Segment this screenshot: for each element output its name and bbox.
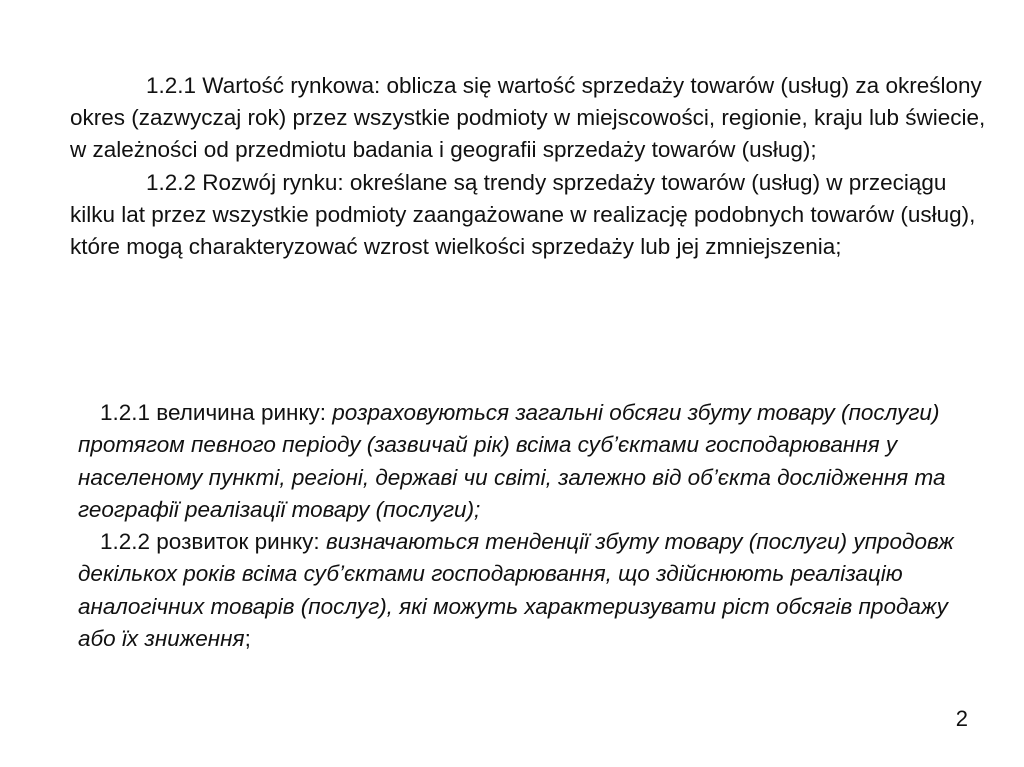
ukrainian-paragraph-1-body: розраховуються загальні обсяги збуту товару (послуги) протягом певного періоду (зазвичай рік) всіма суб’єктами господарювання у населеному пункті, регіоні, державі чи світі, залежно від об’єкта дослідження та географії реалізації товару (послуги); <box>78 400 946 522</box>
polish-paragraph-2: 1.2.2 Rozwój rynku: określane są trendy sprzedaży towarów (usług) w przeciągu kilku lat przez wszystkie podmioty zaangażowane w realizację podobnych towarów (usług), które mogą charakteryzować wzrost wielkości sprzedaży lub jej zmniejszenia; <box>70 169 976 260</box>
polish-paragraph-1: 1.2.1 Wartość rynkowa: oblicza się wartość sprzedaży towarów (usług) za określony okres (zazwyczaj rok) przez wszystkie podmioty w miejscowości, regionie, kraju lub świecie, w zależności od przedmiotu badania i geografii sprzedaży towarów (usług); <box>70 73 986 163</box>
ukrainian-text-block <box>78 397 978 655</box>
page-number: 2 <box>955 706 968 731</box>
ukrainian-paragraph-2-tail: ; <box>244 626 251 652</box>
ukrainian-paragraph-1 <box>78 397 978 526</box>
ukrainian-paragraph-2 <box>78 526 978 655</box>
ukrainian-paragraph-1-lead: 1.2.1 величина ринку: <box>100 400 333 425</box>
ukrainian-paragraph-2-body: визначаються тенденції збуту товару (послуги) упродовж декількох років всіма суб’єктами господарювання, що здійснюють реалізацію аналогічних товарів (послуг), які можуть характеризувати ріст обсягів продажу або їх зниження <box>78 529 954 652</box>
polish-text-block <box>70 70 990 263</box>
ukrainian-paragraph-2-lead: 1.2.2 розвиток ринку: <box>100 529 326 555</box>
